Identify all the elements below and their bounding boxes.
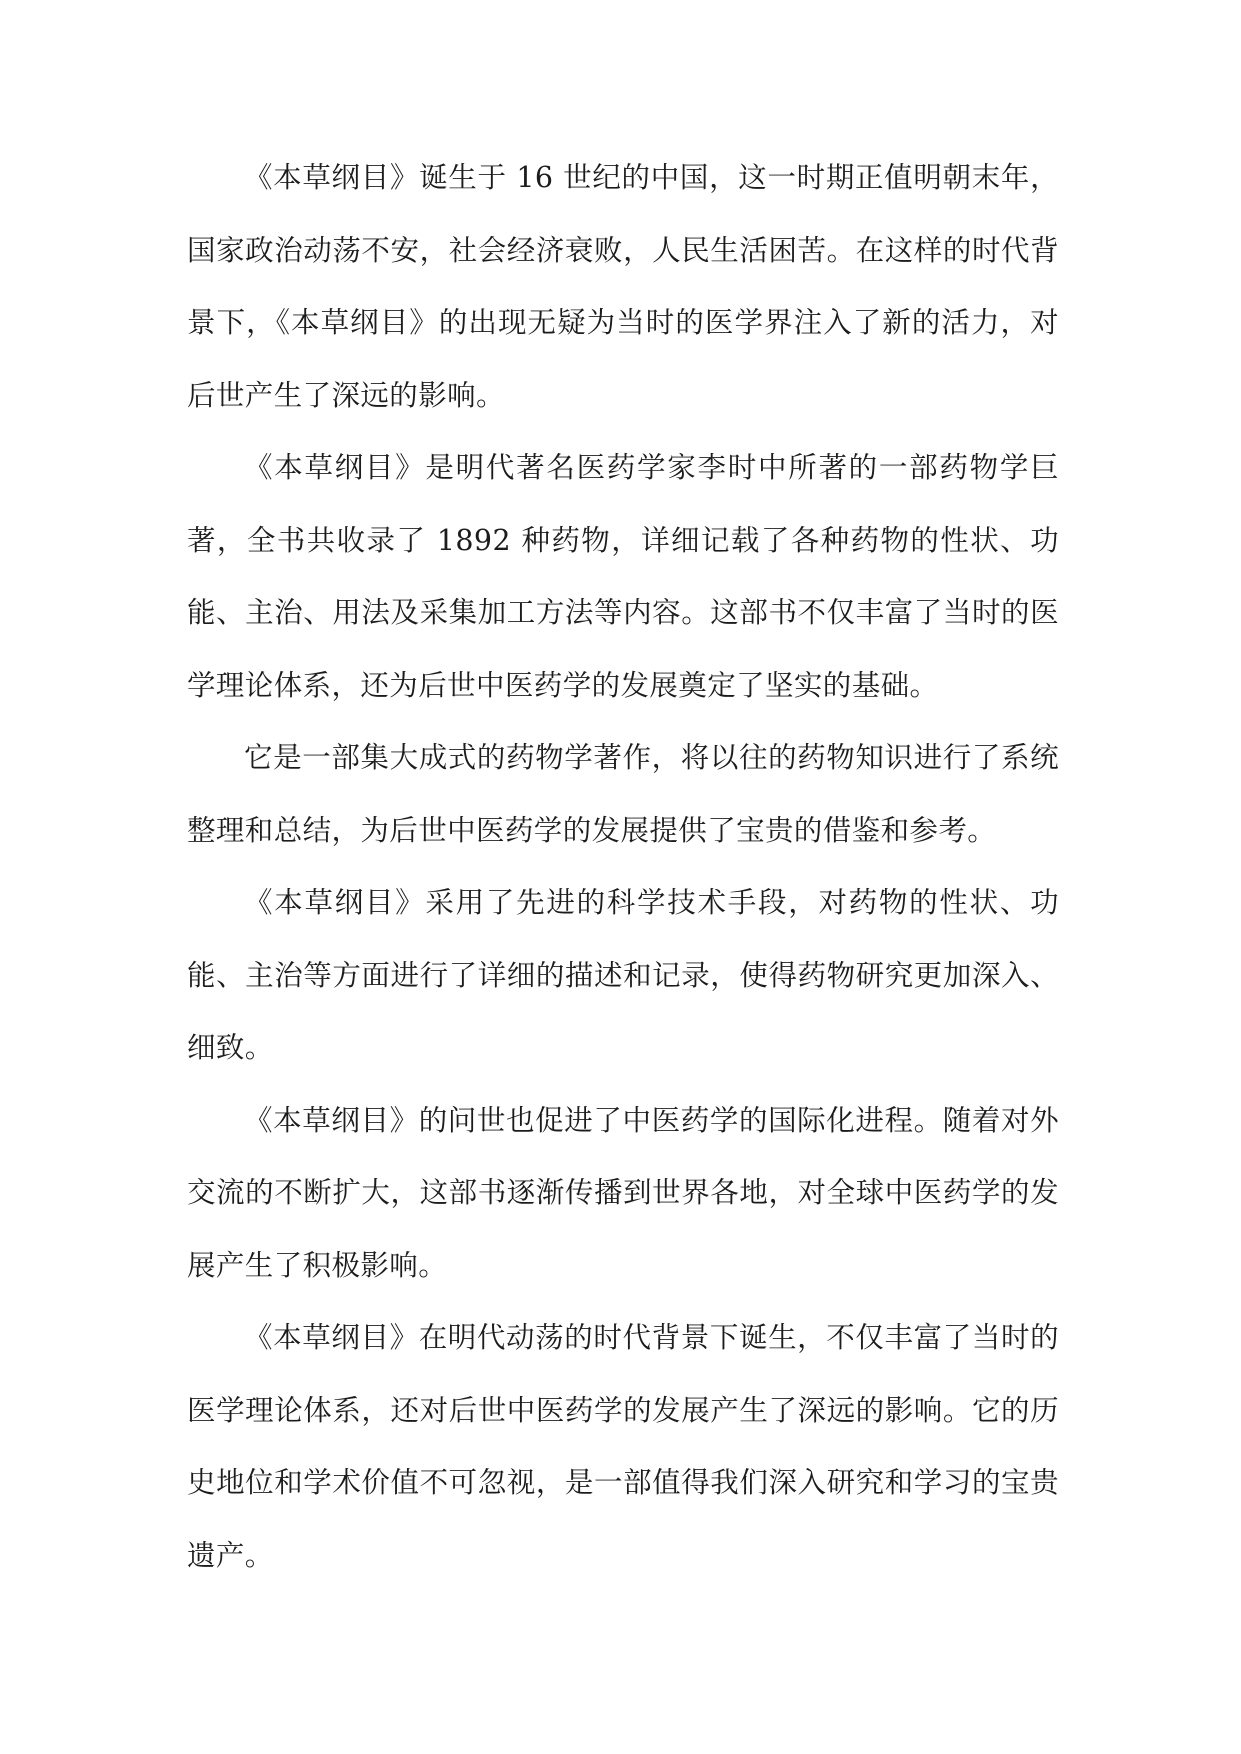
paragraph-4: 《本草纲目》采用了先进的科学技术手段，对药物的性状、功能、主治等方面进行了详细的描述和记录，使得药物研究更加深入、细致。: [187, 886, 1059, 1064]
paragraph-5: 《本草纲目》的问世也促进了中医药学的国际化进程。随着对外交流的不断扩大，这部书逐渐传播到世界各地，对全球中医药学的发展产生了积极影响。: [187, 1103, 1059, 1282]
paragraph-3: 它是一部集大成式的药物学著作，将以往的药物知识进行了系统整理和总结，为后世中医药学的发展提供了宝贵的借鉴和参考。: [187, 741, 1059, 847]
paragraph-6: 《本草纲目》在明代动荡的时代背景下诞生，不仅丰富了当时的医学理论体系，还对后世中医药学的发展产生了深远的影响。它的历史地位和学术价值不可忽视，是一部值得我们深入研究和学习的宝贵遗产。: [187, 1321, 1059, 1572]
document-body: [187, 142, 1059, 1592]
paragraph-1: 《本草纲目》诞生于 16 世纪的中国，这一时期正值明朝末年，国家政治动荡不安，社会经济衰败，人民生活困苦。在这样的时代背景下，《本草纲目》的出现无疑为当时的医学界注入了新的活力，对后世产生了深远的影响。: [187, 161, 1059, 412]
paragraph-2: 《本草纲目》是明代著名医药学家李时中所著的一部药物学巨著，全书共收录了 1892 种药物，详细记载了各种药物的性状、功能、主治、用法及采集加工方法等内容。这部书不仅丰富了当时的医学理论体系，还为后世中医药学的发展奠定了坚实的基础。: [187, 451, 1059, 702]
